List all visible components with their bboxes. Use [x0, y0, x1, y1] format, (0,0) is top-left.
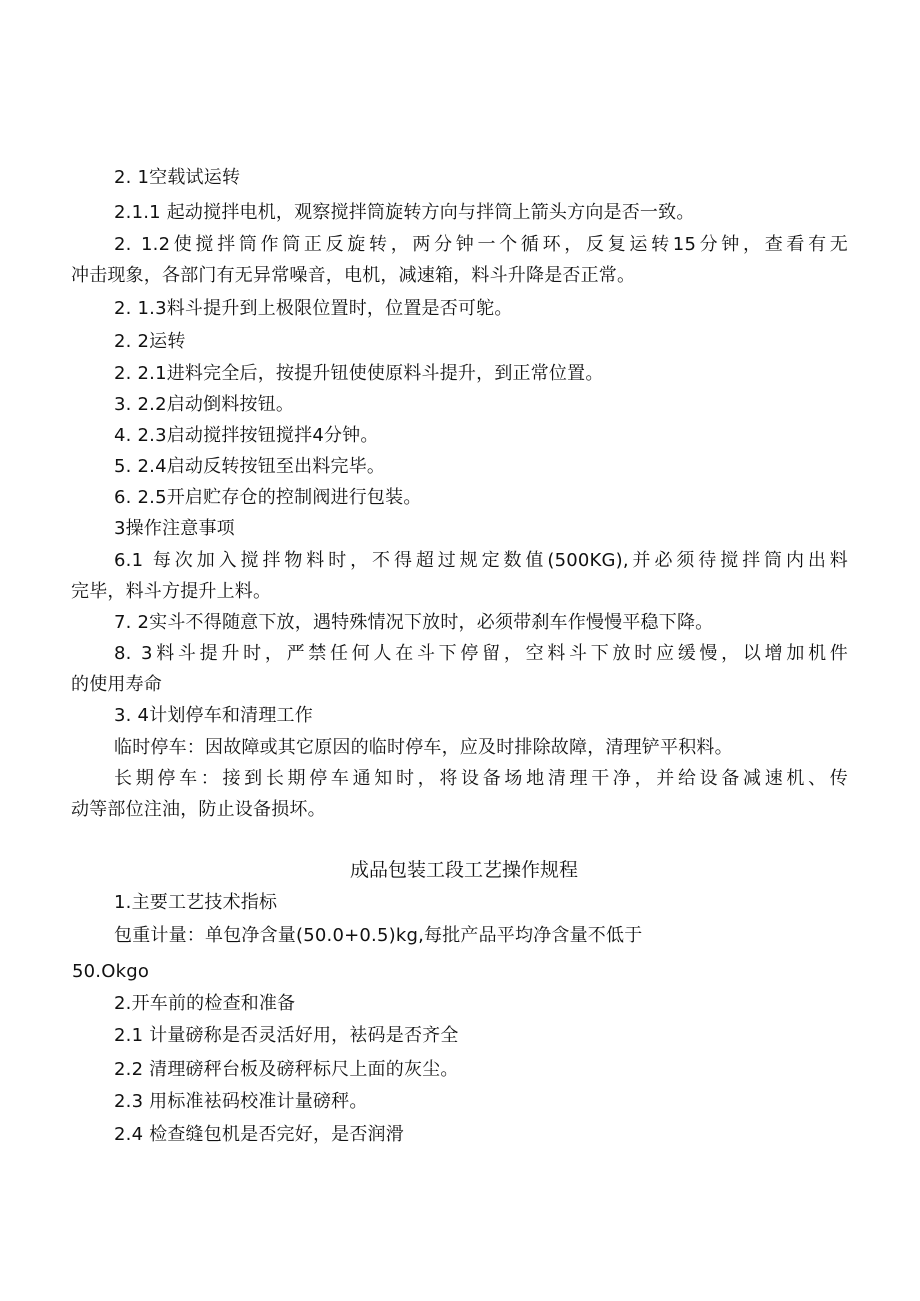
heading-3-notes: 3操作注意事项: [114, 518, 235, 539]
paragraph-2-1-1: 2.1.1 起动搅拌电机，观察搅拌筒旋转方向与拌筒上箭头方向是否一致。: [114, 202, 695, 223]
paragraph-8-3-line2: 的使用寿命: [71, 674, 162, 695]
paragraph-2-2-3: 4. 2.3启动搅拌按钮搅拌4分钟。: [114, 425, 379, 446]
paragraph-2-2-1: 2. 2.1进料完全后，按提升钮使使原料斗提升，到正常位置。: [114, 363, 604, 384]
paragraph-2-4-sewing: 2.4 检查缝包机是否完好，是否润滑: [114, 1124, 404, 1145]
paragraph-2-1-3: 2. 1.3料斗提升到上极限位置时，位置是否可鸵。: [114, 298, 513, 319]
paragraph-temp-stop: 临时停车：因故障或其它原因的临时停车，应及时排除故障，清理铲平积料。: [114, 737, 733, 758]
paragraph-2-2-4: 5. 2.4启动反转按钮至出料完毕。: [114, 456, 386, 477]
paragraph-long-stop-line1: 长期停车：接到长期停车通知时，将设备场地清理干净，并给设备减速机、传: [114, 768, 848, 789]
heading-3-4: 3. 4计划停车和清理工作: [114, 705, 313, 726]
heading-2-1: 2. 1空载试运转: [114, 167, 241, 188]
section-title: 成品包装工段工艺操作规程: [349, 859, 578, 881]
paragraph-weight-line2: 50.Okgo: [72, 961, 150, 982]
paragraph-weight-line1: 包重计量：单包净含量(50.0+0.5)kg,每批产品平均净含量不低于: [114, 925, 643, 946]
paragraph-2-1-scale: 2.1 计量磅称是否灵活好用，袪码是否齐全: [114, 1025, 459, 1046]
paragraph-2-1-2-line2: 冲击现象，各部门有无异常噪音，电机，减速箱，料斗升降是否正常。: [71, 265, 636, 286]
paragraph-6-1-line1: 6.1 每次加入搅拌物料时，不得超过规定数值(500KG),并必须待搅拌筒内出料: [114, 550, 848, 571]
paragraph-8-3-line1: 8. 3料斗提升时，严禁任何人在斗下停留，空料斗下放时应缓慢，以增加机件: [114, 643, 848, 664]
paragraph-long-stop-line2: 动等部位注油，防止设备损坏。: [71, 799, 326, 820]
paragraph-7-2: 7. 2实斗不得随意下放，遇特殊情况下放时，必须带刹车作慢慢平稳下降。: [114, 612, 714, 633]
paragraph-2-2-2: 3. 2.2启动倒料按钮。: [114, 394, 295, 415]
paragraph-2-1-2-line1: 2. 1.2使搅拌筒作筒正反旋转，两分钟一个循环，反复运转15分钟，查看有无: [114, 234, 848, 255]
paragraph-2-3-calibrate: 2.3 用标准袪码校准计量磅秤。: [114, 1091, 368, 1112]
heading-2-2: 2. 2运转: [114, 331, 186, 352]
heading-1-indicators: 1.主要工艺技术指标: [114, 892, 278, 913]
paragraph-6-1-line2: 完毕，料斗方提升上料。: [71, 581, 272, 602]
heading-2-prestart: 2.开车前的检查和准备: [114, 993, 296, 1014]
paragraph-2-2-clean: 2.2 清理磅秤台板及磅秤标尺上面的灰尘。: [114, 1059, 459, 1080]
paragraph-2-2-5: 6. 2.5开启贮存仓的控制阀进行包装。: [114, 487, 422, 508]
